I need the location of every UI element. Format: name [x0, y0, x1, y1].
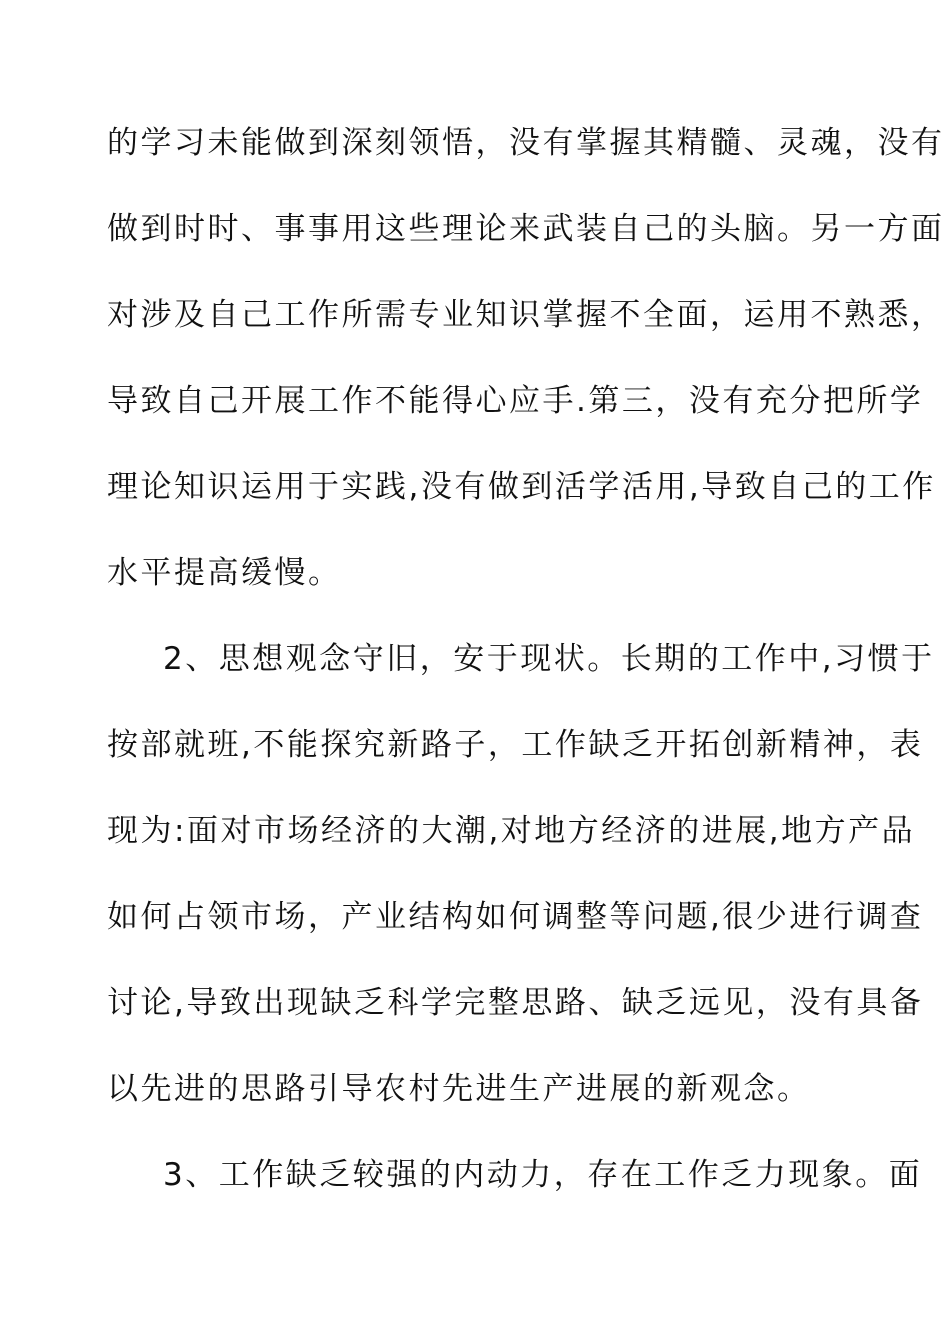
text-line: 如何占领市场，产业结构如何调整等问题,很少进行调查: [107, 899, 924, 935]
text-line: 导致自己开展工作不能得心应手.第三，没有充分把所学: [107, 383, 924, 419]
text-line: 按部就班,不能探究新路子，工作缺乏开拓创新精神，表: [107, 727, 924, 763]
text-line: 理论知识运用于实践,没有做到活学活用,导致自己的工作: [107, 469, 936, 505]
text-line: 做到时时、事事用这些理论来武装自己的头脑。另一方面: [107, 211, 945, 247]
text-line: 现为:面对市场经济的大潮,对地方经济的进展,地方产品: [107, 813, 916, 849]
paragraph-heading-line: 3、工作缺乏较强的内动力，存在工作乏力现象。面: [163, 1157, 923, 1193]
text-line: 讨论,导致出现缺乏科学完整思路、缺乏远见，没有具备: [107, 985, 924, 1021]
text-line: 以先进的思路引导农村先进生产进展的新观念。: [107, 1071, 811, 1107]
text-line: 的学习未能做到深刻领悟，没有掌握其精髓、灵魂，没有: [107, 125, 945, 161]
text-line: 对涉及自己工作所需专业知识掌握不全面，运用不熟悉，: [107, 297, 945, 333]
text-line: 水平提高缓慢。: [107, 555, 342, 591]
paragraph-heading-line: 2、思想观念守旧，安于现状。长期的工作中,习惯于: [163, 641, 935, 677]
